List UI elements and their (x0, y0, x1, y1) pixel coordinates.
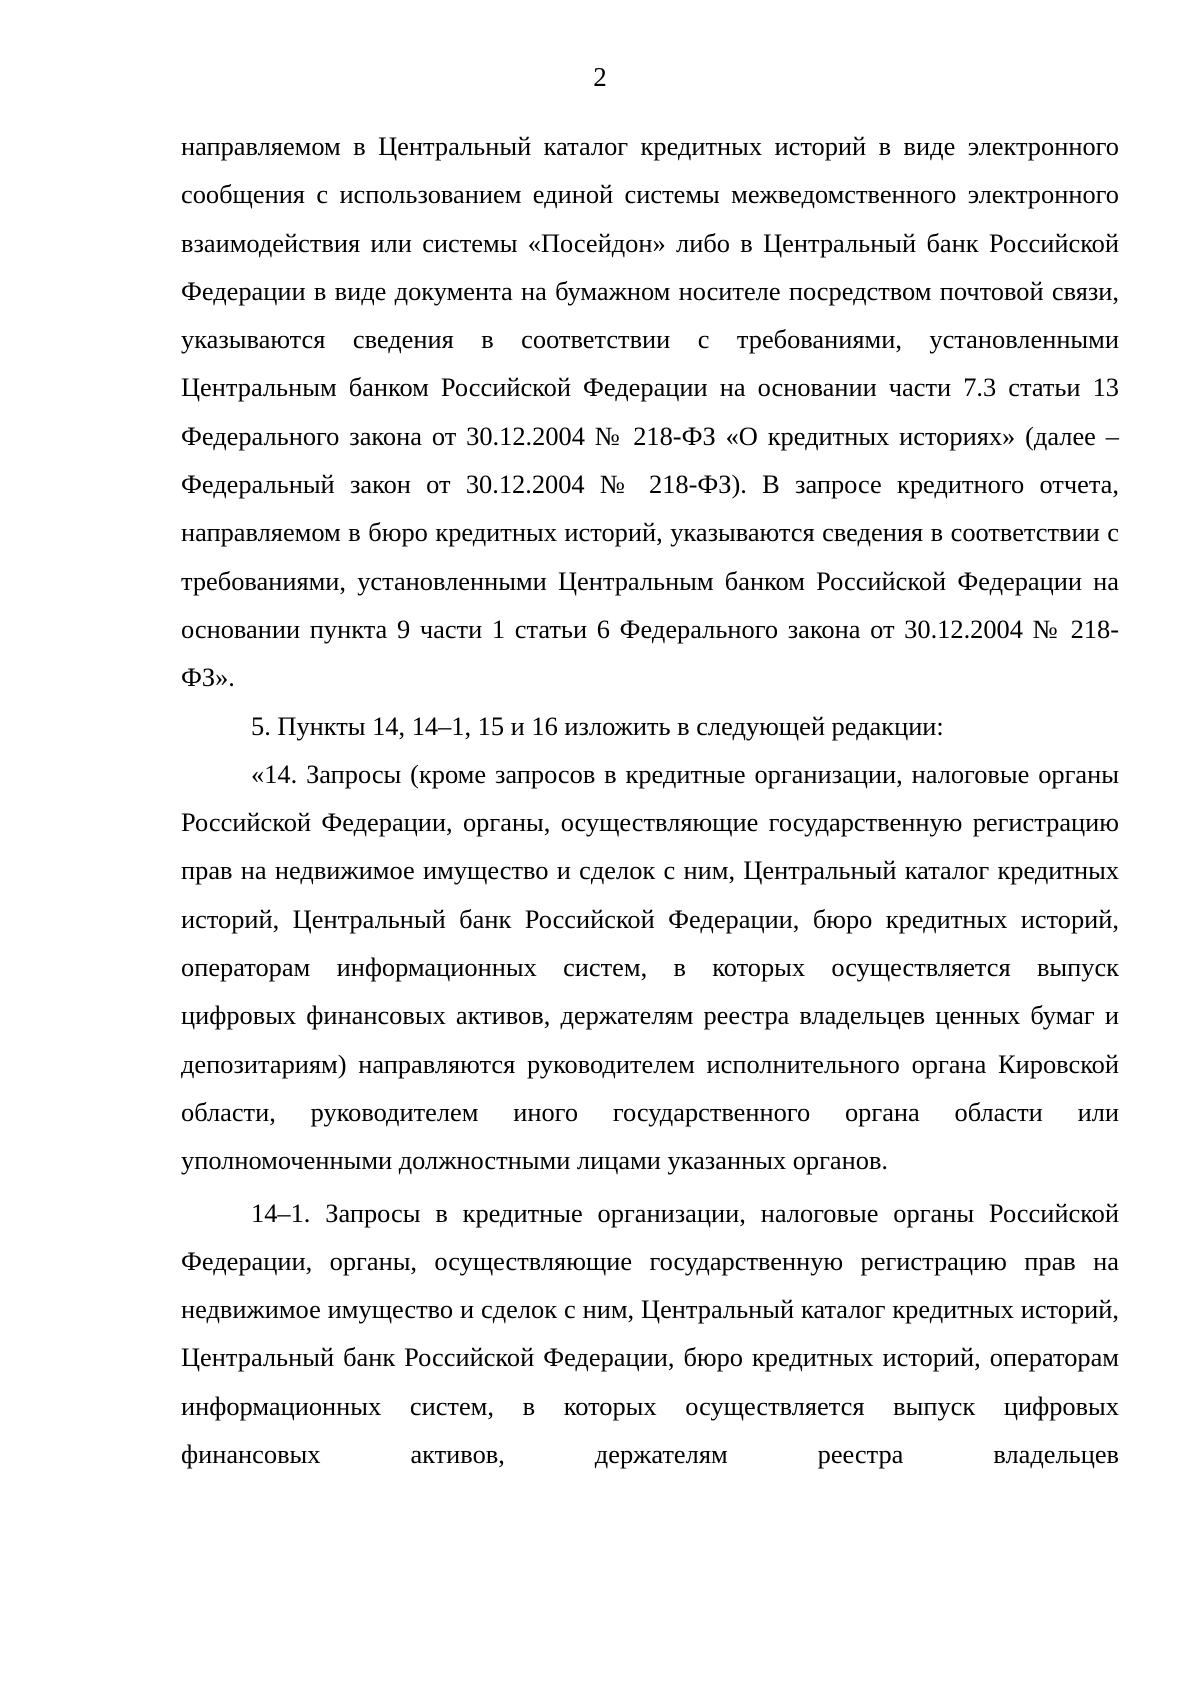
page-number: 2 (593, 62, 607, 92)
paragraph-item-14: «14. Запросы (кроме запросов в кредитные организации, налоговые органы Российской Федерации, органы, осуществляющие государственную регистрацию прав на недвижимое имущество и сделок с ним, Центральный каталог кредитных историй, Центральный банк Российской Федерации, бюро кредитных историй, операторам информационных систем, в которых осуществляется выпуск цифровых финансовых активов, держателям реестра владельцев ценных бумаг и депозитариям) направляются руководителем исполнительного органа Кировской области, руководителем иного государственного органа области или уполномоченными должностными лицами указанных органов. (181, 758, 1119, 1176)
paragraph-item-14-1: 14–1. Запросы в кредитные организации, налоговые органы Российской Федерации, органы, осуществляющие государственную регистрацию прав на недвижимое имущество и сделок с ним, Центральный каталог кредитных историй, Центральный банк Российской Федерации, бюро кредитных историй, операторам информационных систем, в которых осуществляется выпуск цифровых финансовых активов, держателям реестра владельцев (181, 1197, 1119, 1470)
paragraph-continuation: направляемом в Центральный каталог кредитных историй в виде электронного сообщения с использованием единой системы межведомственного электронного взаимодействия или системы «Посейдон» либо в Центральный банк Российской Федерации в виде документа на бумажном носителе посредством почтовой связи, указываются сведения в соответствии с требованиями, установленными Центральным банком Российской Федерации на основании части 7.3 статьи 13 Федерального закона от 30.12.2004 № 218-ФЗ «О кредитных историях» (далее – Федеральный закон от 30.12.2004 № 218-ФЗ). В запросе кредитного отчета, направляемом в бюро кредитных историй, указываются сведения в соответствии с требованиями, установленными Центральным банком Российской Федерации на основании пункта 9 части 1 статьи 6 Федерального закона от 30.12.2004 № 218-ФЗ». (181, 131, 1119, 693)
document-body (181, 122, 1119, 1478)
paragraph-item-5: 5. Пункты 14, 14–1, 15 и 16 изложить в следующей редакции: (251, 710, 944, 741)
